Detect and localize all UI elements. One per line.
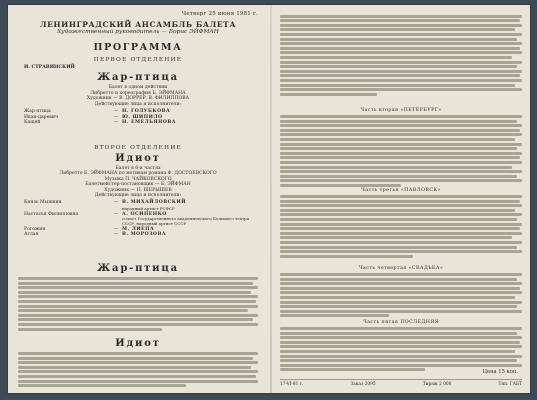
- part-heading: Часть четвертая «СВАДЬБА»: [358, 266, 444, 271]
- cast-row: Жар-птица — Н. ГОЛУБКОВА: [24, 109, 171, 115]
- synopsis-title-idiot: Идиот: [115, 338, 161, 349]
- part2-heading: ВТОРОЕ ОТДЕЛЕНИЕ: [94, 145, 182, 151]
- second-section: [18, 145, 258, 238]
- synopsis-title-firebird: Жар-птица: [97, 263, 179, 274]
- synopsis-text-lines: [18, 352, 258, 387]
- performance-date: Четверг 25 июня 1981 г.: [181, 11, 258, 17]
- left-page: [18, 5, 258, 393]
- credits-firebird: Балет в одном действии Либретто и хореография Б. ЭЙФМАНА Художник — В. ДОРРЕР, В. ФИЛИППОВА Действующие лица и исполнители:: [86, 85, 190, 107]
- title-idiot: Идиот: [115, 153, 161, 164]
- program-sheet: [8, 5, 530, 393]
- performer-note: солист Государственного академического Большого театра СССР, народный артист СССР: [122, 216, 250, 227]
- synopsis-firebird: [18, 263, 258, 332]
- title-firebird: Жар-птица: [97, 72, 179, 84]
- synopsis-text-lines: [18, 277, 258, 331]
- first-section: [18, 57, 258, 126]
- part-pavlovsk: [280, 185, 522, 259]
- right-text-block-1: [280, 13, 522, 97]
- part-wedding: [280, 263, 522, 319]
- cast-row: Иван-царевич — Ю. ШИПИЛО: [24, 114, 163, 120]
- composer: И. СТРАВИНСКИЙ: [24, 65, 75, 70]
- print-footer: 17-VI-81 г. Заказ 2095 Тираж 2 000 Тип. ГАБТ: [280, 379, 522, 387]
- company-name: ЛЕНИНГРАДСКИЙ АНСАМБЛЬ БАЛЕТА: [39, 20, 237, 29]
- cast-idiot: [24, 200, 258, 238]
- right-page: [280, 5, 522, 393]
- cast-row: Князь Мышкин — В. МИХАЙЛОВСКИЙ: [24, 200, 187, 206]
- program-heading: ПРОГРАММА: [93, 42, 183, 53]
- cast-row: Аглая — В. МОРОЗОВА: [24, 232, 167, 238]
- synopsis-idiot: [18, 338, 258, 389]
- cast-row: Рогожин — М. ЛИЕПА: [24, 226, 155, 232]
- part-last: [280, 317, 522, 373]
- cast-row: Кащей — Н. ЕМЕЛЬЯНОВА: [24, 120, 176, 126]
- credits-idiot: Балет в 6-и частях Либретто Б. ЭЙФМАНА по мотивам романа Ф. ДОСТОЕВСКОГО Музыка П. ЧАЙКОВСКОГО Балетмейстер-постановщик — Б. ЭЙФМАН Художник — П. ШЕРЫШЕВ Действующие лица и исполнители:: [59, 166, 217, 199]
- cast-firebird: [24, 109, 258, 126]
- price: Цена 15 коп.: [482, 369, 518, 375]
- part-heading: Часть третья «ПАВЛОВСК»: [361, 188, 441, 193]
- cast-row: Настасья Филипповна — А. ОСИПЕНКО: [24, 211, 167, 217]
- artistic-director: Художественный руководитель — Борис ЭЙФМАН: [57, 29, 219, 35]
- part1-heading: ПЕРВОЕ ОТДЕЛЕНИЕ: [93, 57, 183, 63]
- performer-note: народный артист РСФСР: [122, 206, 175, 212]
- part-petersburg: [280, 105, 522, 189]
- part-heading: Часть вторая «ПЕТЕРБУРГ»: [360, 108, 442, 113]
- page-fold: [270, 5, 272, 393]
- part-heading: Часть пятая ПОСЛЕДНЯЯ: [363, 320, 439, 325]
